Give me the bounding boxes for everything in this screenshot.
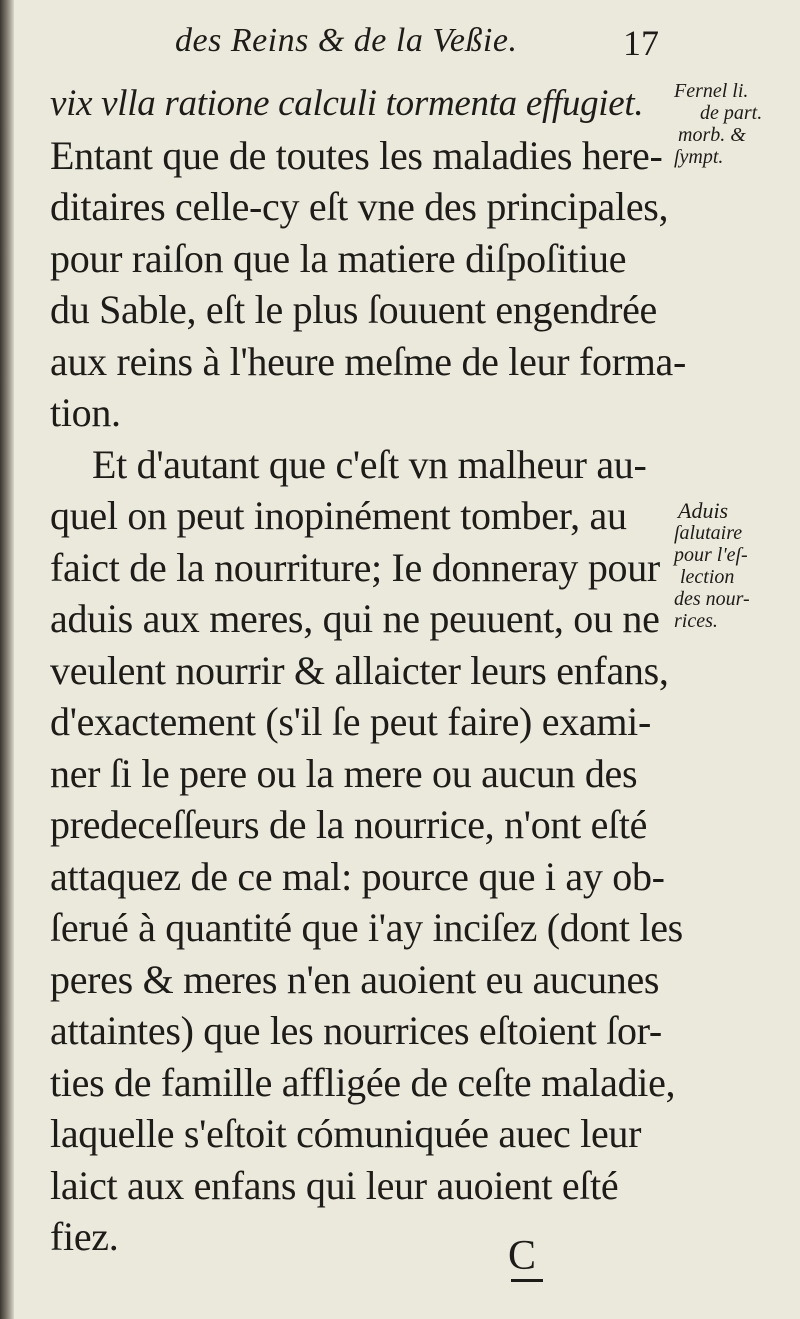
text-line: veulent nourrir & allaicter leurs enfans, <box>50 647 669 693</box>
signature-mark: C <box>508 1233 537 1279</box>
margin-note-line: pour l'eſ- <box>674 544 748 566</box>
text-line: laict aux enfans qui leur auoient eſté <box>50 1162 619 1208</box>
text-line: du Sable, eſt le plus ſouuent engendrée <box>50 287 658 332</box>
text-line: faict de la nourriture; Ie donneray pour <box>50 544 660 590</box>
page-header <box>175 22 675 70</box>
margin-note-line: ſalutaire <box>674 522 743 544</box>
margin-note-line: lection <box>680 566 735 588</box>
text-line: attaintes) que les nourrices eſtoient ſor- <box>50 1008 662 1053</box>
text-line: ditaires celle-cy eſt vne des principales, <box>50 184 669 229</box>
text-line: aux reins à l'heure meſme de leur forma- <box>50 338 687 384</box>
page-number: 17 <box>623 23 659 63</box>
text-line: pour raiſon que la matiere diſpoſitiue <box>50 235 627 281</box>
text-line: ſerué à quantité que i'ay inciſez (dont les <box>50 905 683 950</box>
margin-note-aduis <box>674 500 794 632</box>
text-line: Entant que de toutes les maladies here- <box>50 132 663 178</box>
text-line: aduis aux meres, qui ne peuuent, ou ne <box>50 596 660 641</box>
text-line: ner ſi le pere ou la mere ou aucun des <box>50 750 638 796</box>
margin-note-line: de part. <box>700 102 763 124</box>
margin-note-line: morb. & <box>678 124 746 146</box>
margin-note-line: Aduis <box>678 498 729 523</box>
text-line: quel on peut inopinément tomber, au <box>50 493 627 538</box>
text-line: ties de famille affligée de ceſte maladie, <box>50 1059 676 1105</box>
text-line: fiez. <box>50 1214 119 1259</box>
text-line: laquelle s'eſtoit cómuniquée auec leur <box>50 1111 642 1156</box>
text-line: attaquez de ce mal: pource que i ay ob- <box>50 853 665 899</box>
text-line: Et d'autant que c'eſt vn malheur au- <box>92 441 647 487</box>
margin-note-fernel <box>674 80 794 168</box>
margin-note-line: des nour- <box>674 588 750 610</box>
page-binding-edge <box>0 0 14 1319</box>
signature-underline <box>511 1279 543 1282</box>
text-line: vix vlla ratione calculi tormenta effugiet. <box>50 83 644 124</box>
margin-note-line: ſympt. <box>674 146 724 168</box>
text-line: predeceſſeurs de la nourrice, n'ont eſté <box>50 802 648 847</box>
text-line: tion. <box>50 390 121 435</box>
running-head: des Reins & de la Veßie. <box>175 22 518 59</box>
body-text <box>50 78 687 1263</box>
margin-note-line: rices. <box>674 610 718 632</box>
text-line: d'exactement (s'il ſe peut faire) exami- <box>50 699 652 744</box>
margin-note-line: Fernel li. <box>674 80 749 102</box>
text-line: peres & meres n'en auoient eu aucunes <box>50 956 660 1002</box>
